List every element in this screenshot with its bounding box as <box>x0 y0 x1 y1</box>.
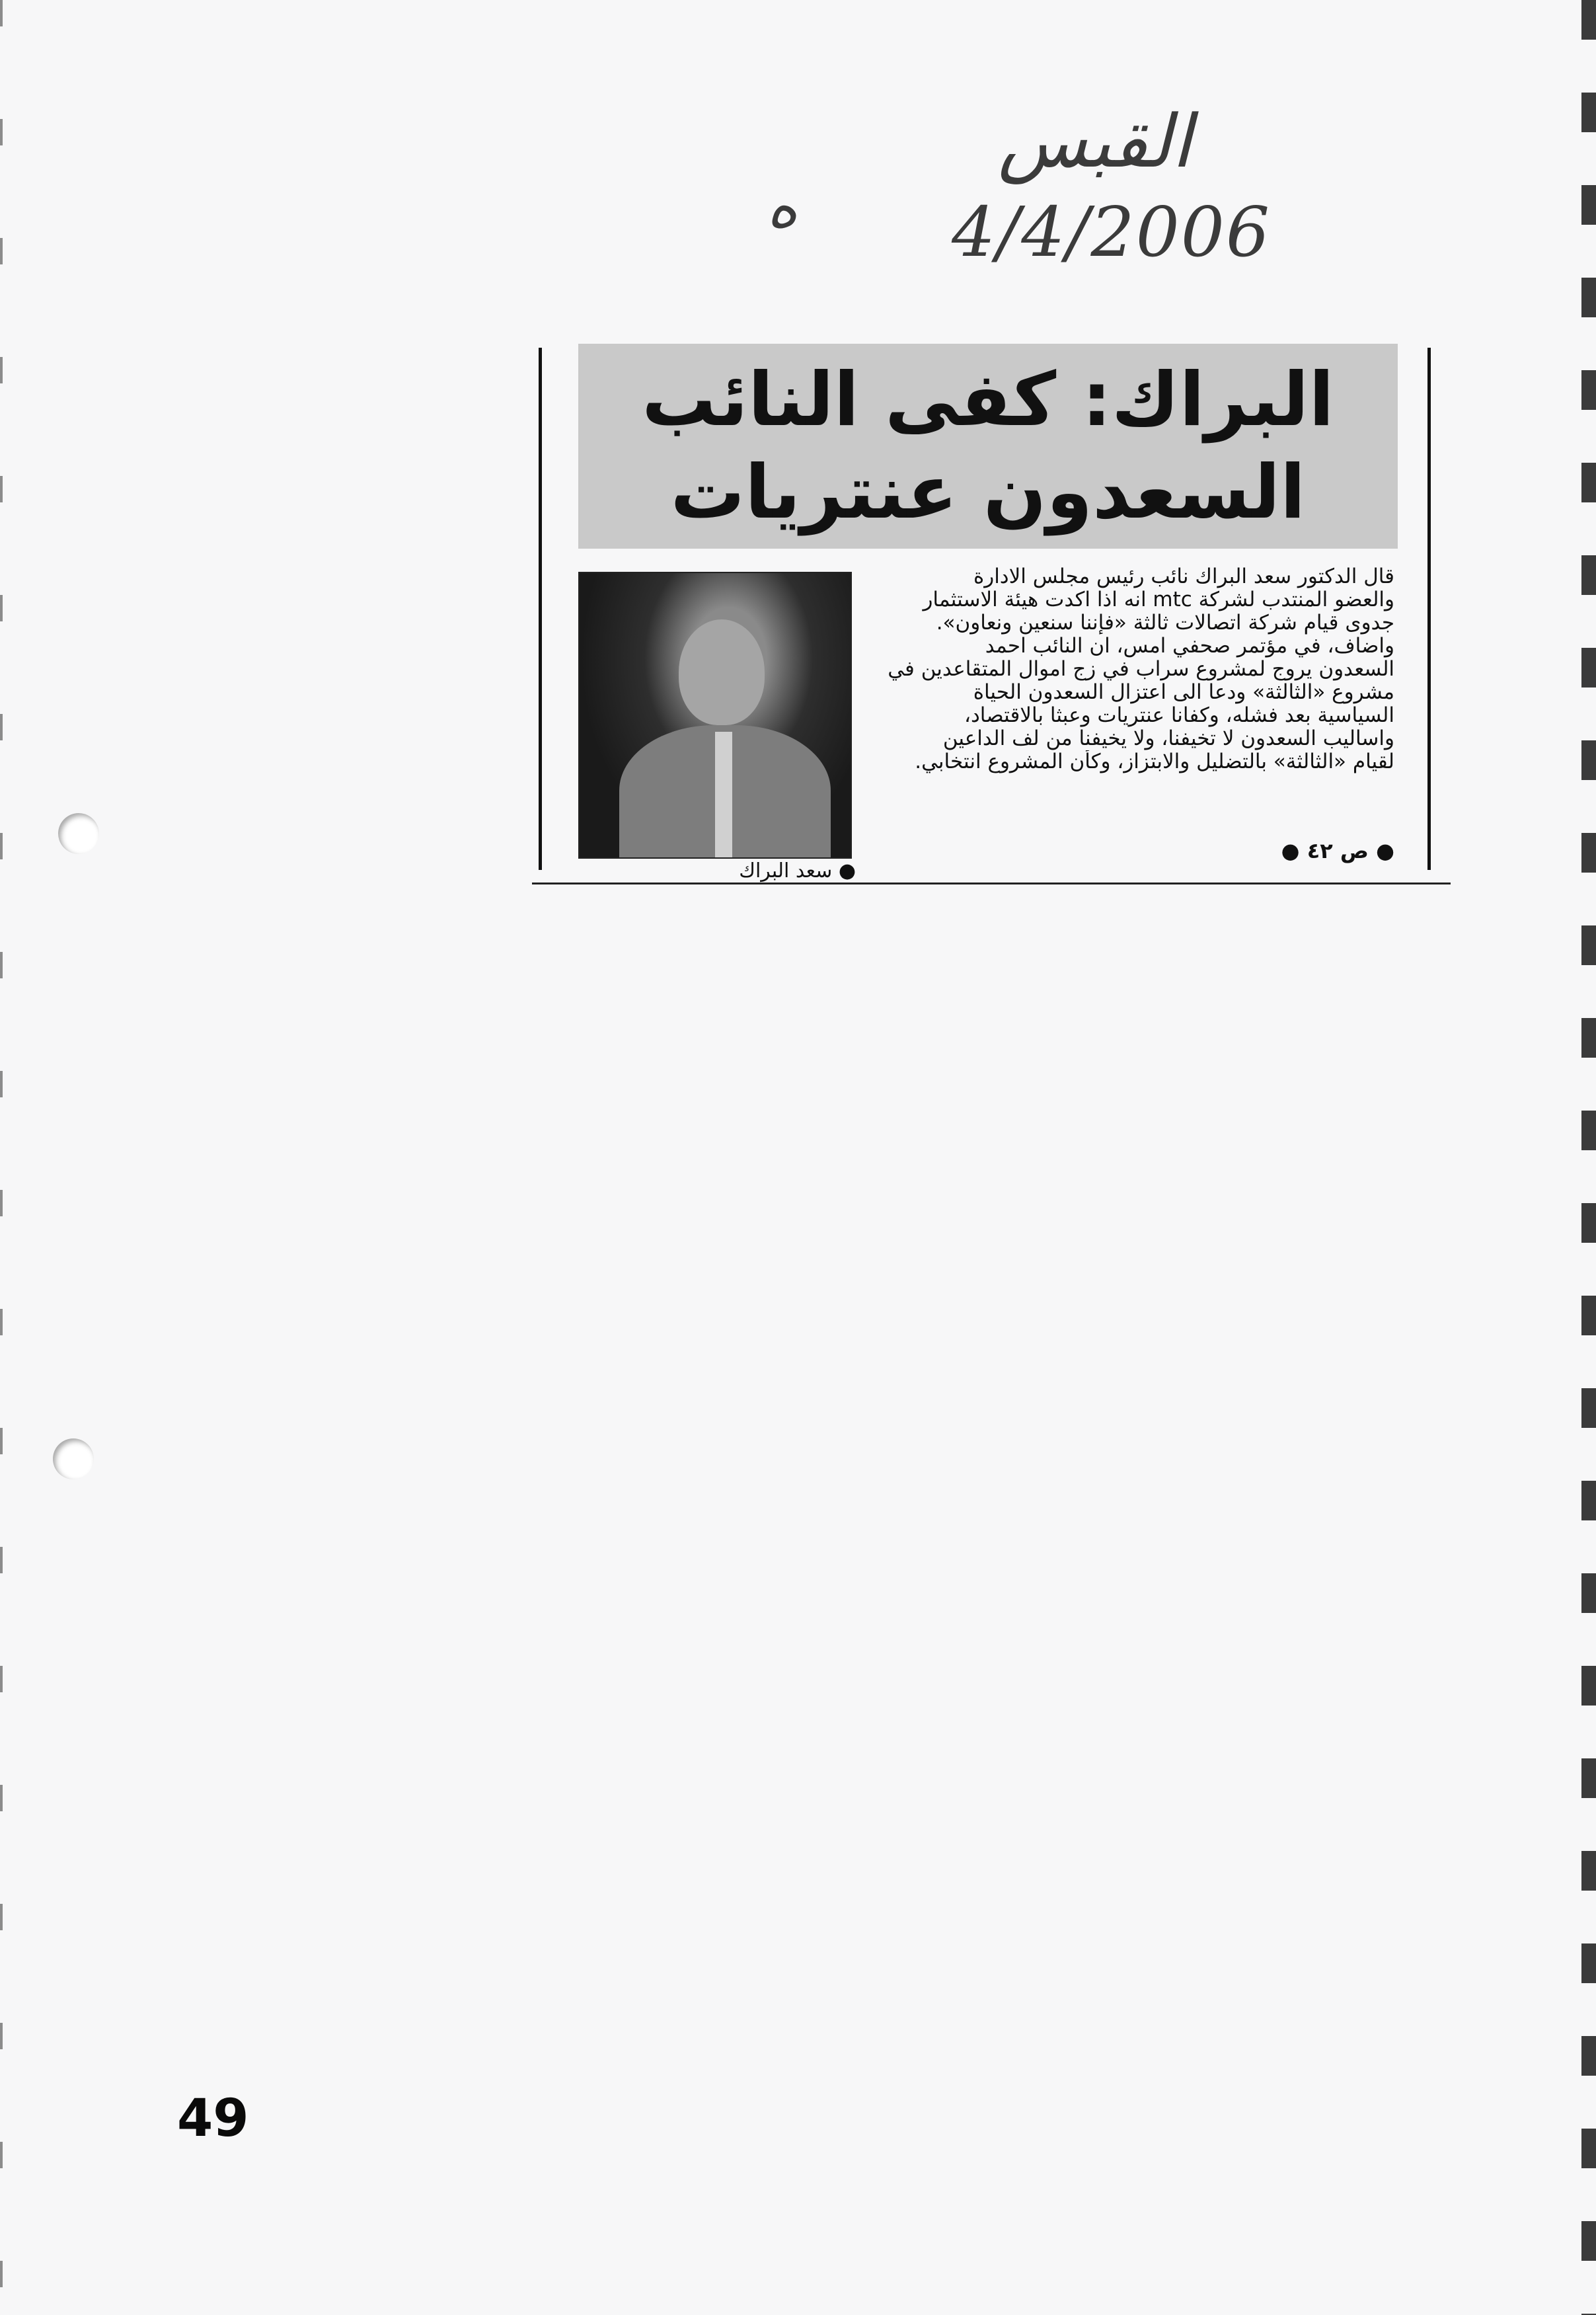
handwritten-source: القبس <box>998 99 1192 184</box>
article-body <box>879 565 1394 843</box>
headline <box>578 344 1398 549</box>
page-number: 49 <box>177 2089 249 2148</box>
body-line: جدوى قيام شركة اتصالات ثالثة «فإننا سنعين ونعاون». <box>936 611 1394 635</box>
page-reference: ● ص ٤٢ ● <box>1281 838 1394 863</box>
photo-figure-head <box>679 619 765 725</box>
clip-border-right <box>1427 348 1431 870</box>
body-line: مشروع «الثالثة» ودعا الى اعتزال السعدون الحياة <box>973 681 1394 704</box>
punch-hole-bottom <box>53 1438 94 1479</box>
body-line: قال الدكتور سعد البراك نائب رئيس مجلس الادارة <box>973 565 1394 588</box>
page-edge-left <box>0 0 3 2315</box>
clip-border-left <box>539 348 542 870</box>
photo-figure-tie <box>715 732 732 857</box>
handwritten-date: 4/4/2006 <box>952 192 1272 272</box>
photo-caption: ● سعد البراك <box>739 859 856 883</box>
page-edge-right <box>1581 0 1596 2315</box>
clip-border-bottom <box>532 883 1451 884</box>
punch-hole-top <box>58 813 99 854</box>
handwritten-mark: ه <box>767 172 798 241</box>
portrait-photo <box>578 572 852 859</box>
headline-line-2: السعدون عنتريات <box>670 450 1306 535</box>
newspaper-clipping <box>532 337 1451 884</box>
body-line: السياسية بعد فشله، وكفانا عنتريات وعبثا بالاقتصاد، <box>964 704 1394 727</box>
body-line: السعدون يروج لمشروع سراب في زج اموال المتقاعدين في <box>888 658 1394 681</box>
body-line: واضاف، في مؤتمر صحفي امس، ان النائب احمد <box>985 635 1394 658</box>
body-line: والعضو المنتدب لشركة mtc انه اذا اكدت هيئة الاستثمار <box>923 588 1394 611</box>
body-line: واساليب السعدون لا تخيفنا، ولا يخيفنا من لف الداعين <box>942 727 1394 750</box>
body-line: لقيام «الثالثة» بالتضليل والابتزاز، وكأن المشروع انتخابي. <box>915 750 1394 773</box>
headline-line-1: البراك: كفى النائب <box>642 357 1334 443</box>
